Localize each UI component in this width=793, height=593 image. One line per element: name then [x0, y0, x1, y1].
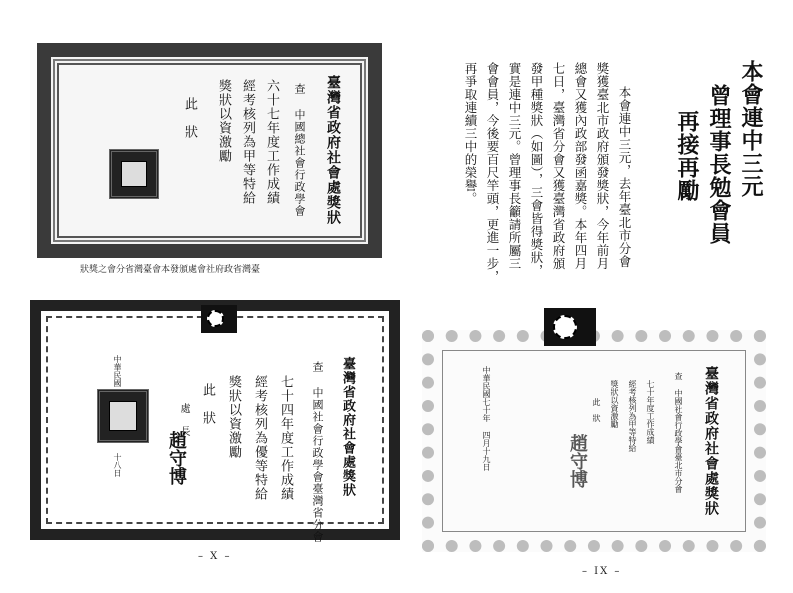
certificate-closing: 此 狀	[592, 398, 601, 422]
certificate-recipient: 查 中國社會行政學會臺北市分會	[674, 372, 683, 493]
national-flag-icon	[544, 308, 596, 346]
officer-title: 處 長	[178, 403, 189, 437]
national-flag-icon	[201, 305, 237, 333]
certificate-bottom-left	[30, 300, 400, 543]
certificate-line-3: 獎狀以資激勵	[226, 375, 241, 459]
certificate-line-3: 獎狀以資激勵	[216, 79, 231, 163]
article-body-line-1: 本會連中三元，去年臺北市分會	[617, 86, 632, 268]
signature: 趙守博	[166, 431, 187, 485]
page-number-right: – IX –	[582, 566, 622, 577]
certificate-title: 臺灣省政府社會處獎狀	[325, 75, 341, 225]
certificate-closing: 此 狀	[200, 383, 215, 425]
certificate-recipient: 查 中國社會行政學會臺灣省分會	[311, 361, 324, 543]
certificate-line-1: 七十四年度工作成績	[278, 375, 293, 501]
certificate-line-2: 經考核列為甲等特給	[240, 79, 255, 205]
certificate-line-2: 經考核列為甲等特給	[628, 380, 637, 452]
article-body-line-7: 會會員，今後要百尺竿頭，更進一步，	[485, 62, 500, 283]
certificate-title: 臺灣省政府社會處獎狀	[340, 357, 355, 497]
seal-inner	[109, 401, 137, 431]
article-body-line-8: 再爭取連續三中的榮譽。	[463, 62, 478, 205]
certificate-closing: 此 狀	[182, 97, 197, 139]
seal-inner	[121, 161, 147, 187]
date-prefix: 中華民國	[113, 355, 122, 387]
certificate-top-left	[37, 43, 382, 258]
page-number-left: – X –	[198, 551, 232, 562]
official-seal	[97, 389, 149, 443]
certificate-line-1: 七十年度工作成績	[646, 380, 655, 444]
article-title-line-1: 本會連中三元	[738, 60, 764, 198]
official-seal	[109, 149, 159, 199]
date-suffix: 十八日	[113, 453, 122, 477]
certificate-line-2: 經考核列為優等特給	[252, 375, 267, 501]
article-title-line-3: 再接再勵	[674, 110, 700, 202]
certificate-right	[422, 330, 766, 552]
signature: 趙守博	[567, 434, 588, 488]
article-body-line-2: 獎獲臺北市政府頒發獎狀，今年前月	[595, 62, 610, 270]
certificate-line-3: 獎狀以資激勵	[610, 380, 619, 428]
figure-caption: 狀獎之會分省灣臺會本發頒處會社府政省灣臺	[80, 265, 261, 275]
article-body-line-3: 總會又獲內政部發函嘉獎。本年四月	[573, 62, 588, 270]
certificate-inner-frame	[57, 63, 362, 238]
article-body-line-6: 實是連中三元。曾理事長籲請所屬三	[507, 62, 522, 270]
article-title-line-2: 曾理事長勉會員	[706, 84, 732, 245]
certificate-recipient: 查 中國總社會行政學會	[293, 83, 306, 217]
article-body-line-5: 發甲種獎狀（如圖），三會皆得獎狀，	[529, 62, 544, 277]
certificate-line-1: 六十七年度工作成績	[264, 79, 279, 205]
article-body-line-4: 七日，臺灣省分會又獲臺灣省政府頒	[551, 62, 566, 270]
certificate-date: 中華民國七十年 四月十九日	[482, 366, 491, 471]
certificate-title: 臺灣省政府社會處獎狀	[703, 366, 719, 516]
